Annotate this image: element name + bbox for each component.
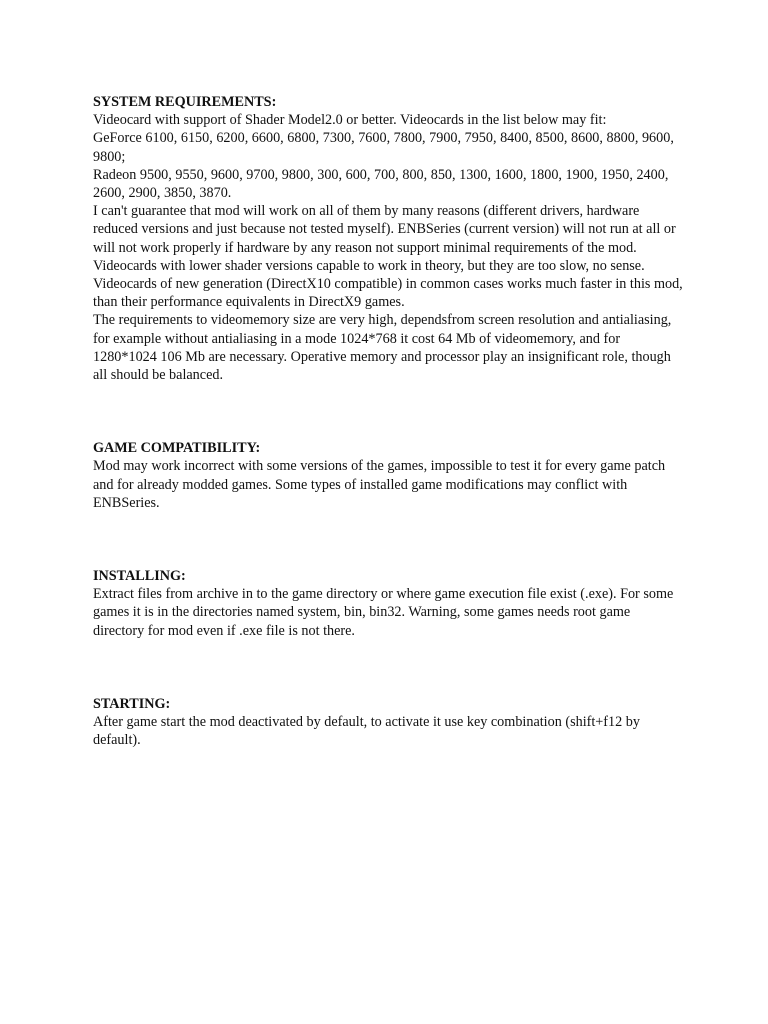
section-starting [93,695,683,750]
spacer [93,512,683,567]
paragraph: Videocard with support of Shader Model2.0 or better. Videocards in the list below may fit: [93,112,607,129]
document-page [93,93,683,749]
section-heading: GAME COMPATIBILITY: [93,440,261,457]
paragraph: Mod may work incorrect with some versions of the games, impossible to test it for every game patch and for already modded games. Some types of installed game modifications may conflict with ENBSeries. [93,458,666,511]
paragraph: Extract files from archive in to the game directory or where game execution file exist (.exe). For some games it is in the directories named system, bin, bin32. Warning, some games needs root game directory for mod even if .exe file is not there. [93,586,674,639]
paragraph: The requirements to videomemory size are very high, dependsfrom screen resolution and antialiasing, for example without antialiasing in a mode 1024*768 it cost 64 Mb of videomemory, and for 1280*1024 106 Mb are necessary. Operative memory and processor play an insignificant role, though all should be balanced. [93,312,672,384]
paragraph: After game start the mod deactivated by default, to activate it use key combination (shift+f12 by default). [93,714,640,749]
spacer [93,384,683,439]
section-game-compatibility [93,439,683,512]
section-heading: INSTALLING: [93,568,186,585]
spacer [93,640,683,695]
section-heading: STARTING: [93,695,171,712]
section-heading: SYSTEM REQUIREMENTS: [93,94,277,110]
paragraph: GeForce 6100, 6150, 6200, 6600, 6800, 7300, 7600, 7800, 7900, 7950, 8400, 8500, 8600, 8800, 9600, 9800; [93,130,674,165]
section-system-requirements [93,93,683,384]
paragraph: Radeon 9500, 9550, 9600, 9700, 9800, 300, 600, 700, 800, 850, 1300, 1600, 1800, 1900, 1950, 2400, 2600, 2900, 3850, 3870. [93,166,669,202]
paragraph: I can't guarantee that mod will work on all of them by many reasons (different drivers, hardware reduced versions and just because not tested myself). ENBSeries (current version) will not run at all or will not work properly if hardware by any reason not support minimal requirements of the mod. Videocards with lower shader versions capable to work in theory, but they are too slow, no sense. Videocards of new generation (DirectX10 compatible) in common cases works much faster in this mod, than their performance equivalents in DirectX9 games. [93,203,683,311]
section-installing [93,567,683,640]
